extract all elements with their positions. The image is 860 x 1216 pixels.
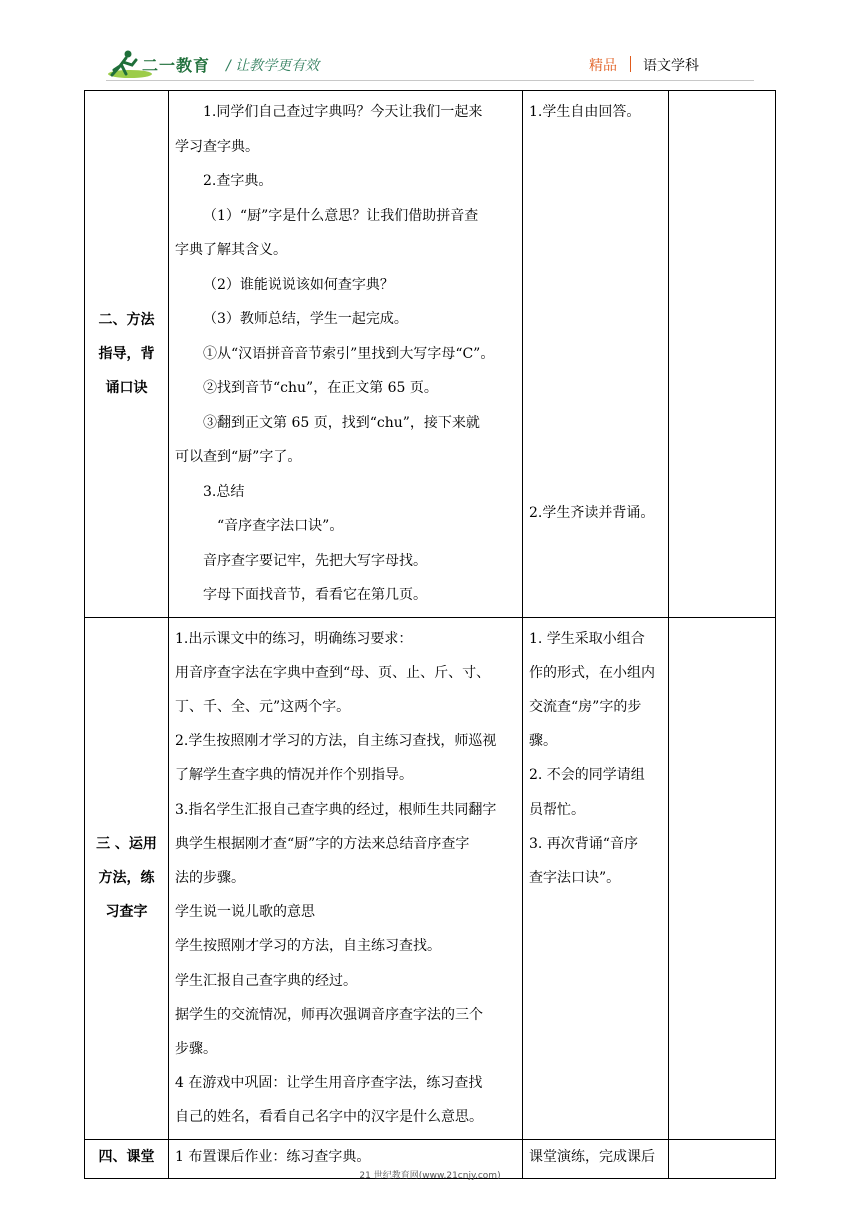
notes-cell xyxy=(669,91,776,618)
header-rule xyxy=(106,80,754,81)
stage-cell: 二、方法 指导，背 诵口诀 xyxy=(85,91,169,618)
student-activity-cell: 1. 学生采取小组合 作的形式，在小组内 交流查“房”字的步 骤。 2. 不会的同学请组 员帮忙。 3. 再次背诵“音序 查字法口诀”。 xyxy=(523,617,669,1139)
quality-tag: 精品 xyxy=(589,58,617,74)
header-divider xyxy=(630,56,631,72)
table-row xyxy=(85,91,776,618)
student-activity-cell: 1.学生自由回答。 2.学生齐读并背诵。 xyxy=(523,91,669,618)
table-row xyxy=(85,617,776,1139)
slogan: / 让教学更有效 xyxy=(226,58,320,74)
lesson-table xyxy=(84,90,776,1179)
stage-cell: 三 、运用 方法，练 习查字 xyxy=(85,617,169,1139)
teacher-activity-cell: 1.出示课文中的练习，明确练习要求： 用音序查字法在字典中查到“母、页、止、斤、寸、 丁、千、全、元”这两个字。 2.学生按照刚才学习的方法，自主练习查找，师巡视 了解学生查字典的情况并作个别指导。 3.指名学生汇报自己查字典的经过，根师生共同翻字 典学生根据刚才查“厨”字的方法来总结音序查字 法的步骤。 学生说一说儿歌的意思 学生按照刚才学习的方法，自主练习查找。 学生汇报自己查字典的经过。 据学生的交流情况，师再次强调音序查字法的三个 步骤。 4 在游戏中巩固：让学生用音序查字法，练习查找 自己的姓名，看看自己名字中的汉字是什么意思。 xyxy=(169,617,523,1139)
logo-text: 二一教育 xyxy=(142,56,211,75)
student-activity-cell: 课堂演练，完成课后 xyxy=(523,1139,669,1179)
notes-cell xyxy=(669,617,776,1139)
teacher-activity-cell: 1 布置课后作业：练习查字典。 xyxy=(169,1139,523,1179)
stage-cell: 四、课堂 xyxy=(85,1139,169,1179)
subject-label: 语文学科 xyxy=(643,58,699,74)
teacher-activity-cell: 1.同学们自己查过字典吗？今天让我们一起来 学习查字典。 2.查字典。 （1）“厨”字是什么意思？让我们借助拼音查 字典了解其含义。 （2）谁能说说该如何查字典？ （3）教师总结，学生一起完成。 ①从“汉语拼音音节索引”里找到大写字母“C”。 ②找到音节“chu”，在正文第 65 页。 ③翻到正文第 65 页，找到“chu”，接下来就 可以查到“厨”字了。 3.总结 “音序查字法口诀”。 音序查字要记牢，先把大写字母找。 字母下面找音节，看看它在第几页。 xyxy=(169,91,523,618)
page-header xyxy=(0,0,860,88)
page-footer: 21 世纪教育网(www.21cnjy.com) xyxy=(359,1171,501,1181)
